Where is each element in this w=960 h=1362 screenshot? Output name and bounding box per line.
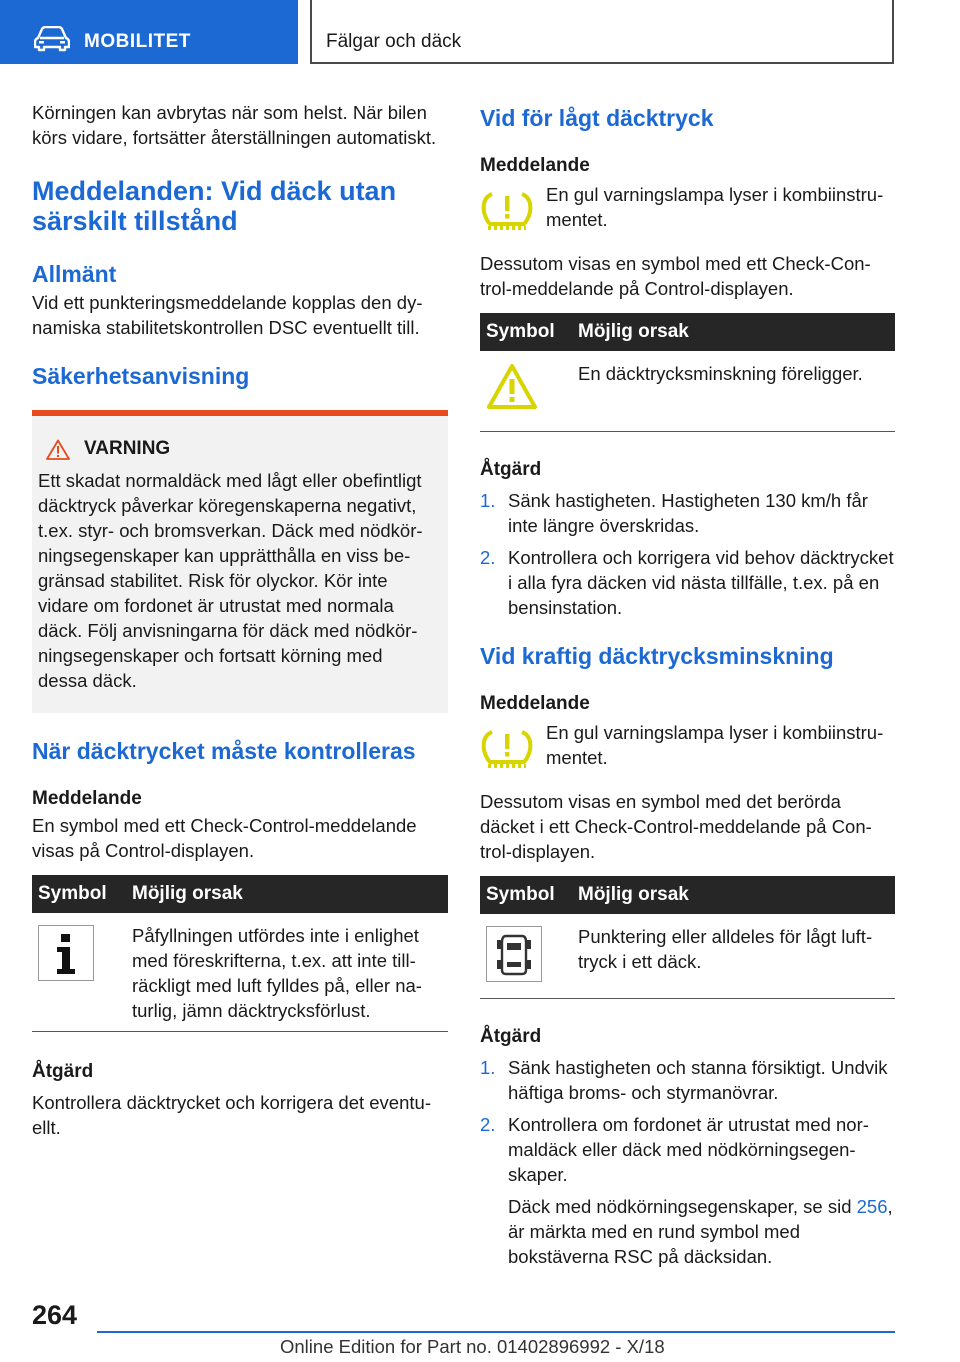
step-text: Sänk hastigheten och stanna försiktigt. Undvik häftiga broms- och styrmanövrar. — [508, 1057, 888, 1103]
footer-divider — [97, 1331, 895, 1333]
low-action-heading: Åtgärd — [480, 459, 542, 480]
chapter-tab — [310, 0, 894, 64]
check-symbol-table — [32, 875, 448, 1032]
strong-action-heading: Åtgärd — [480, 1026, 542, 1047]
strong-extra-text: Dessutom visas en symbol med det berörda däcket i ett Check-Control-meddelande på Control-displayen. — [480, 791, 872, 862]
low-pressure-heading: Vid för lågt däcktryck — [480, 105, 714, 131]
low-message-row — [480, 182, 895, 237]
general-heading: Allmänt — [32, 261, 117, 287]
page-reference-link[interactable]: 256 — [856, 1196, 888, 1217]
table-header-row — [480, 876, 895, 914]
step-number: 1. — [480, 490, 496, 511]
section-label: MOBILITET — [84, 31, 191, 52]
symbol-cell — [480, 914, 572, 999]
symbol-cell — [32, 913, 126, 1032]
tire-pressure-lamp-icon — [480, 726, 534, 770]
edition-text: Online Edition for Part no. 01402896992 - X/18 — [280, 1336, 665, 1357]
page-number: 264 — [32, 1300, 78, 1330]
step-number: 2. — [480, 1114, 496, 1135]
warning-title — [46, 438, 436, 460]
warning-label: VARNING — [84, 438, 171, 459]
intro-text: Körningen kan avbrytas när som helst. När bilen körs vidare, fortsätter återställningen automatiskt. — [32, 102, 437, 148]
col-cause: Möjlig orsak — [572, 876, 895, 914]
table-header-row — [32, 875, 448, 913]
left-column — [32, 100, 448, 1140]
cause-cell: En däcktrycksminskning föreligger. — [572, 351, 895, 432]
strong-symbol-table — [480, 876, 895, 999]
step-number: 2. — [480, 547, 496, 568]
section-tab — [0, 0, 298, 64]
list-item — [480, 1055, 895, 1105]
symbol-cell — [480, 351, 572, 432]
action-text: Kontrollera däcktrycket och korrigera det eventuellt. — [32, 1092, 431, 1138]
car-tire-icon — [486, 926, 542, 982]
rsc-note — [508, 1194, 895, 1269]
action-heading: Åtgärd — [32, 1061, 94, 1082]
lamp-icon-wrap — [480, 720, 546, 775]
right-column — [480, 100, 895, 1269]
list-item — [480, 1112, 895, 1187]
low-message-heading: Meddelande — [480, 155, 590, 176]
info-icon — [38, 925, 94, 981]
cause-cell: Påfyllningen utfördes inte i enlighet med föreskrifterna, t.ex. att inte tillräckligt med luft fylldes på, eller naturlig, jämn däcktrycksförlust. — [126, 913, 448, 1032]
check-heading: När däcktrycket måste kontrolleras — [32, 738, 416, 764]
col-symbol: Symbol — [480, 876, 572, 914]
col-symbol: Symbol — [32, 875, 126, 913]
table-row — [32, 913, 448, 1032]
col-symbol: Symbol — [480, 313, 572, 351]
step-text: Kontrollera och korrigera vid behov däcktrycket i alla fyra däcken vid nästa tillfälle, t.ex. på en bensinstation. — [508, 547, 894, 618]
step-number: 1. — [480, 1057, 496, 1078]
chapter-title: Fälgar och däck — [326, 31, 462, 52]
low-message-text: En gul varningslampa lyser i kombiinstrumentet. — [546, 184, 884, 230]
warning-triangle-icon — [486, 363, 538, 411]
car-icon — [34, 26, 70, 52]
table-header-row — [480, 313, 895, 351]
check-message-heading: Meddelande — [32, 788, 142, 809]
strong-message-heading: Meddelande — [480, 693, 590, 714]
safety-heading: Säkerhetsanvisning — [32, 363, 250, 389]
note-text-before: Däck med nödkörningsegenskaper, se sid — [508, 1196, 852, 1217]
cause-cell: Punktering eller alldeles för lågt lufttryck i ett däck. — [572, 914, 895, 999]
strong-message-row — [480, 720, 895, 775]
strong-steps-list — [480, 1055, 895, 1187]
strong-drop-heading: Vid kraftig däcktrycksminskning — [480, 643, 834, 669]
lamp-icon-wrap — [480, 182, 546, 237]
warning-box — [32, 410, 448, 713]
table-row — [480, 351, 895, 432]
list-item — [480, 488, 895, 538]
step-text: Sänk hastigheten. Hastigheten 130 km/h får inte längre överskridas. — [508, 490, 868, 536]
general-text: Vid ett punkteringsmeddelande kopplas den dynamiska stabilitetskontrollen DSC eventuellt till. — [32, 292, 423, 338]
col-cause: Möjlig orsak — [126, 875, 448, 913]
tire-pressure-lamp-icon — [480, 188, 534, 232]
low-symbol-table — [480, 313, 895, 432]
table-row — [480, 914, 895, 999]
warning-triangle-icon — [46, 439, 70, 460]
col-cause: Möjlig orsak — [572, 313, 895, 351]
low-extra-text: Dessutom visas en symbol med ett Check-Control-meddelande på Control-displayen. — [480, 253, 871, 299]
main-heading: Meddelanden: Vid däck utan särskilt tillstånd — [32, 176, 397, 236]
check-message-text: En symbol med ett Check-Control-meddelande visas på Control-displayen. — [32, 815, 417, 861]
note-text-after: , är märkta med en rund symbol med bokstäverna RSC på däcksidan. — [508, 1196, 893, 1267]
warning-text: Ett skadat normaldäck med lågt eller obefintligt däcktryck påverkar köregenskaperna negativt, t.ex. styr- och bromsverkan. Däck med nödkörningsegenskaper kan upprätthålla en viss begränsad stabilitet. Risk för olyckor. Kör inte vidare om fordonet är utrustat med normala däck. Följ anvisningarna för däck med nödkörningsegenskaper och fortsatt körning med dessa däck. — [38, 470, 423, 691]
step-text: Kontrollera om fordonet är utrustat med normaldäck eller däck med nödkörningsegenskaper. — [508, 1114, 869, 1185]
low-steps-list — [480, 488, 895, 620]
list-item — [480, 545, 895, 620]
strong-message-text: En gul varningslampa lyser i kombiinstrumentet. — [546, 722, 884, 768]
